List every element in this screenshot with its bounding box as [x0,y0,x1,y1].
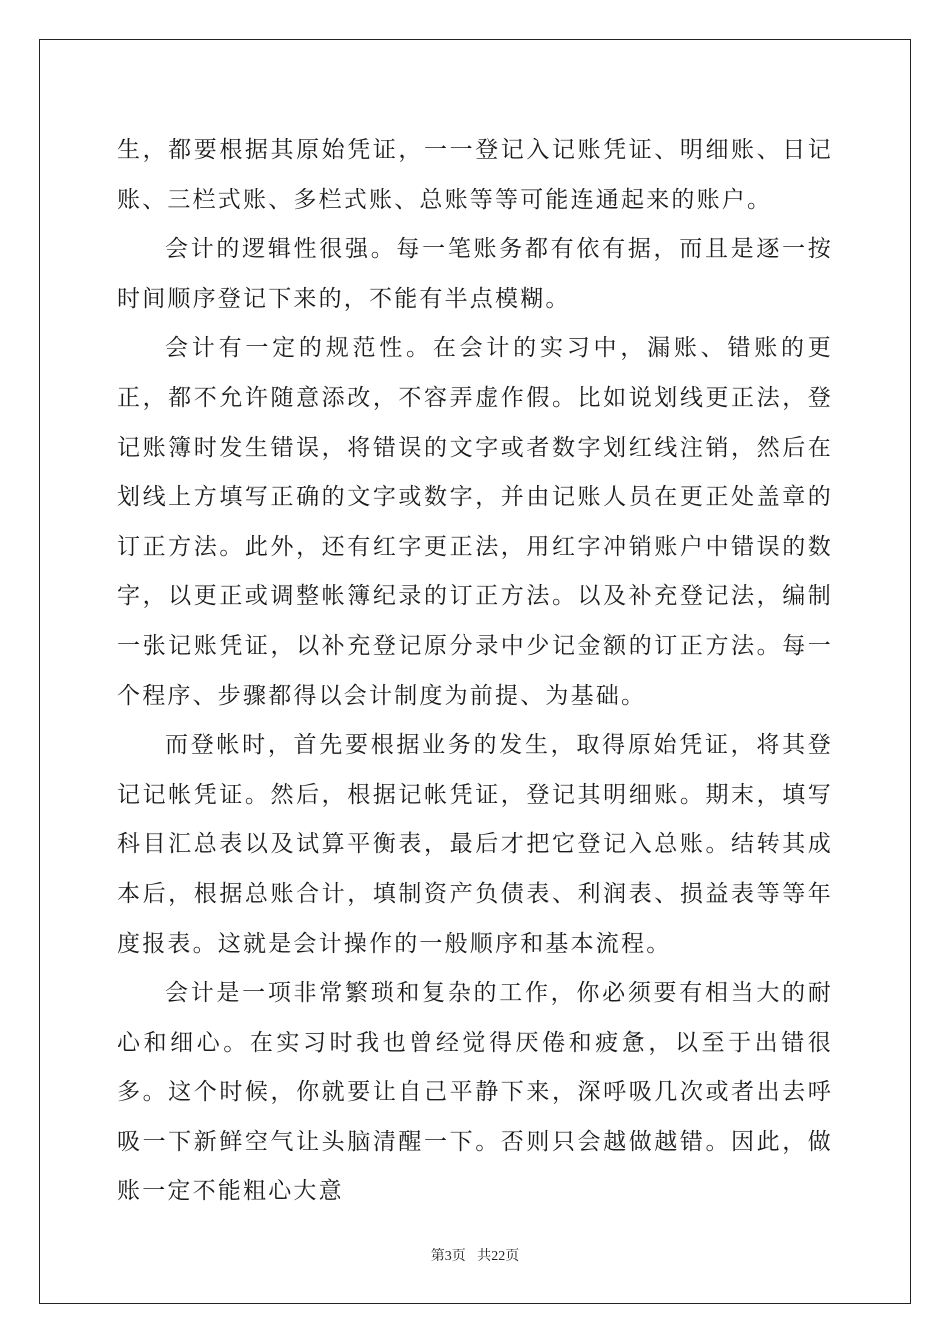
paragraph-3: 会计有一定的规范性。在会计的实习中，漏账、错账的更正，都不允许随意添改，不容弄虚作假。比如说划线更正法，登记账簿时发生错误，将错误的文字或者数字划红线注销，然后在划线上方填写正确的文字或数字，并由记账人员在更正处盖章的订正方法。此外，还有红字更正法，用红字冲销账户中错误的数字，以更正或调整帐簿纪录的订正方法。以及补充登记法，编制一张记账凭证，以补充登记原分录中少记金额的订正方法。每一个程序、步骤都得以会计制度为前提、为基础。 [117,335,833,709]
body-text [117,126,833,1217]
paragraph-2: 会计的逻辑性很强。每一笔账务都有依有据，而且是逐一按时间顺序登记下来的，不能有半点模糊。 [117,236,833,312]
current-page-number: 第3页 [430,1249,466,1264]
paragraph-1: 生，都要根据其原始凭证，一一登记入记账凭证、明细账、日记账、三栏式账、多栏式账、总账等等可能连通起来的账户。 [117,137,833,213]
paragraph-5: 会计是一项非常繁琐和复杂的工作，你必须要有相当大的耐心和细心。在实习时我也曾经觉得厌倦和疲惫，以至于出错很多。这个时候，你就要让自己平静下来，深呼吸几次或者出去呼吸一下新鲜空气让头脑清醒一下。否则只会越做越错。因此，做账一定不能粗心大意 [117,980,833,1205]
paragraph-4: 而登帐时，首先要根据业务的发生，取得原始凭证，将其登记记帐凭证。然后，根据记帐凭证，登记其明细账。期末，填写科目汇总表以及试算平衡表，最后才把它登记入总账。结转其成本后，根据总账合计，填制资产负债表、利润表、损益表等等年度报表。这就是会计操作的一般顺序和基本流程。 [117,732,833,957]
total-page-count: 共22页 [477,1249,520,1264]
page-footer [0,1245,950,1265]
